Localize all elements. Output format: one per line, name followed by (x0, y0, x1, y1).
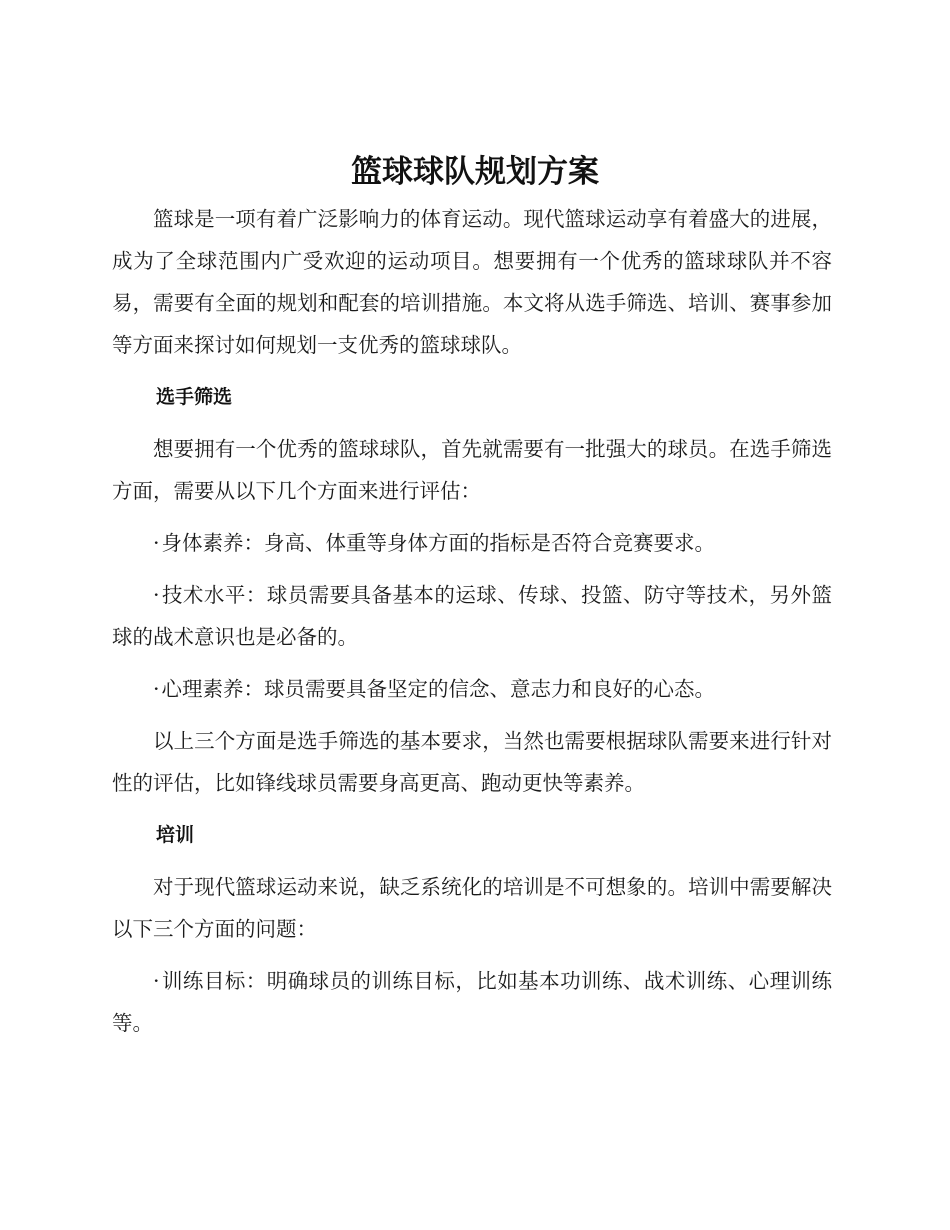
intro-paragraph: 篮球是一项有着广泛影响力的体育运动。现代篮球运动享有着盛大的进展，成为了全球范围内广受欢迎的运动项目。想要拥有一个优秀的篮球球队并不容易，需要有全面的规划和配套的培训措施。本文将从选手筛选、培训、赛事参加等方面来探讨如何规划一支优秀的篮球球队。 (112, 207, 832, 357)
training-paragraph: 对于现代篮球运动来说，缺乏系统化的培训是不可想象的。培训中需要解决以下三个方面的问题： (112, 875, 832, 941)
bullet-dot: · (153, 677, 160, 701)
bullet-dot: · (153, 969, 160, 993)
bullet-item (112, 668, 832, 710)
section-heading-player-selection: 选手筛选 (156, 386, 233, 408)
bullet-text: 心理素养：球员需要具备坚定的信念、意志力和良好的心态。 (161, 677, 716, 701)
document-body (112, 198, 832, 1054)
selection-summary-paragraph: 以上三个方面是选手筛选的基本要求，当然也需要根据球队需要来进行针对性的评估，比如锋线球员需要身高更高、跑动更快等素养。 (112, 729, 832, 795)
bullet-item (112, 522, 832, 564)
selection-paragraph: 想要拥有一个优秀的篮球球队，首先就需要有一批强大的球员。在选手筛选方面，需要从以下几个方面来进行评估： (112, 437, 832, 503)
bullet-text: 身体素养：身高、体重等身体方面的指标是否符合竞赛要求。 (161, 531, 716, 555)
bullet-item (112, 574, 832, 658)
bullet-dot: · (153, 531, 160, 555)
document-title: 篮球球队规划方案 (351, 154, 599, 190)
bullet-text: 训练目标：明确球员的训练目标，比如基本功训练、战术训练、心理训练等。 (112, 969, 832, 1035)
section-heading-training: 培训 (156, 824, 195, 846)
bullet-dot: · (153, 583, 160, 607)
bullet-text: 技术水平：球员需要具备基本的运球、传球、投篮、防守等技术，另外篮球的战术意识也是必备的。 (112, 583, 832, 649)
bullet-item (112, 960, 832, 1044)
